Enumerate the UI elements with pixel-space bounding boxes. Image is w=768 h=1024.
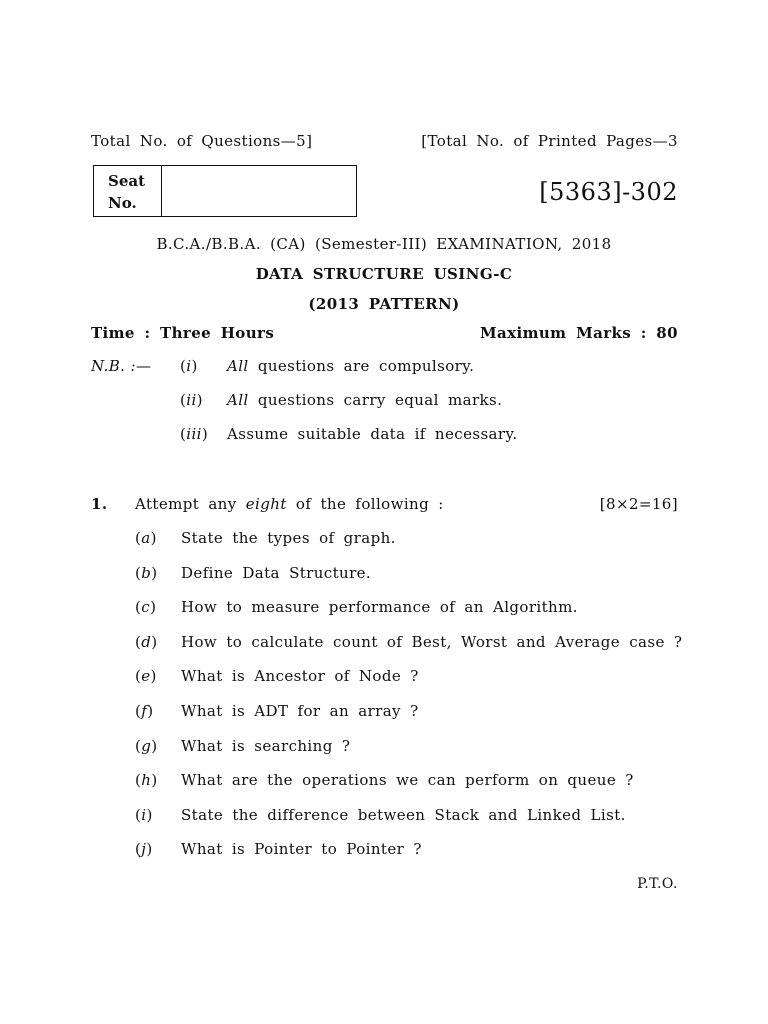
note-text: questions are compulsory. — [257, 357, 475, 375]
pto-label: P.T.O. — [637, 876, 678, 892]
part-letter: (b) — [135, 563, 158, 582]
part-text: What is Pointer to Pointer ? — [181, 840, 422, 859]
note-number: (iii) — [180, 425, 209, 443]
part-letter: (g) — [135, 736, 158, 755]
note-text: questions carry equal marks. — [257, 391, 503, 409]
part-text: What are the operations we can perform on queue ? — [181, 771, 634, 790]
time-allowed: Time : Three Hours — [91, 324, 275, 342]
part-text: What is ADT for an array ? — [181, 702, 419, 720]
total-questions: Total No. of Questions—5] — [91, 132, 313, 150]
paper-code: [5363]-302 — [539, 178, 678, 206]
maximum-marks: Maximum Marks : 80 — [480, 324, 678, 342]
part-letter: (f) — [135, 702, 154, 720]
part-text: How to calculate count of Best, Worst and Average case ? — [181, 632, 683, 651]
note-emphasis: All — [227, 391, 249, 409]
question-suffix: of the following : — [295, 495, 444, 513]
part-letter: (c) — [135, 598, 157, 617]
part-letter: (e) — [135, 667, 157, 686]
part-letter: (i) — [135, 805, 153, 824]
part-text: How to measure performance of an Algorithm. — [181, 598, 578, 617]
part-text: What is Ancestor of Node ? — [181, 667, 419, 686]
seat-label-line2: No. — [108, 194, 137, 212]
part-text: State the difference between Stack and Linked List. — [181, 805, 626, 824]
part-text: What is searching ? — [181, 736, 351, 755]
part-letter: (h) — [135, 771, 158, 790]
question-marks: [8×2=16] — [599, 495, 678, 513]
course-line: B.C.A./B.B.A. (CA) (Semester-III) EXAMINATION, 2018 — [156, 235, 612, 253]
question-number: 1. — [91, 495, 108, 513]
part-text: State the types of graph. — [181, 529, 396, 547]
nb-label: N.B. :— — [91, 357, 152, 375]
subject-title: DATA STRUCTURE USING-C — [255, 265, 513, 283]
note-emphasis: All — [227, 357, 249, 375]
seat-label-line1: Seat — [108, 172, 146, 190]
pattern-title: (2013 PATTERN) — [308, 295, 460, 313]
note-number: (ii) — [180, 391, 203, 409]
seat-number-box — [93, 165, 357, 217]
note-number: (i) — [180, 357, 198, 375]
question-emphasis: eight — [245, 495, 287, 513]
part-letter: (d) — [135, 632, 158, 651]
note-text: Assume suitable data if necessary. — [227, 425, 518, 443]
seat-label — [94, 166, 162, 216]
seat-number-field[interactable] — [162, 166, 356, 216]
part-letter: (a) — [135, 529, 157, 547]
part-text: Define Data Structure. — [181, 563, 372, 582]
total-pages: [Total No. of Printed Pages—3 — [421, 132, 678, 150]
question-prefix: Attempt any — [135, 495, 237, 513]
part-letter: (j) — [135, 840, 153, 859]
